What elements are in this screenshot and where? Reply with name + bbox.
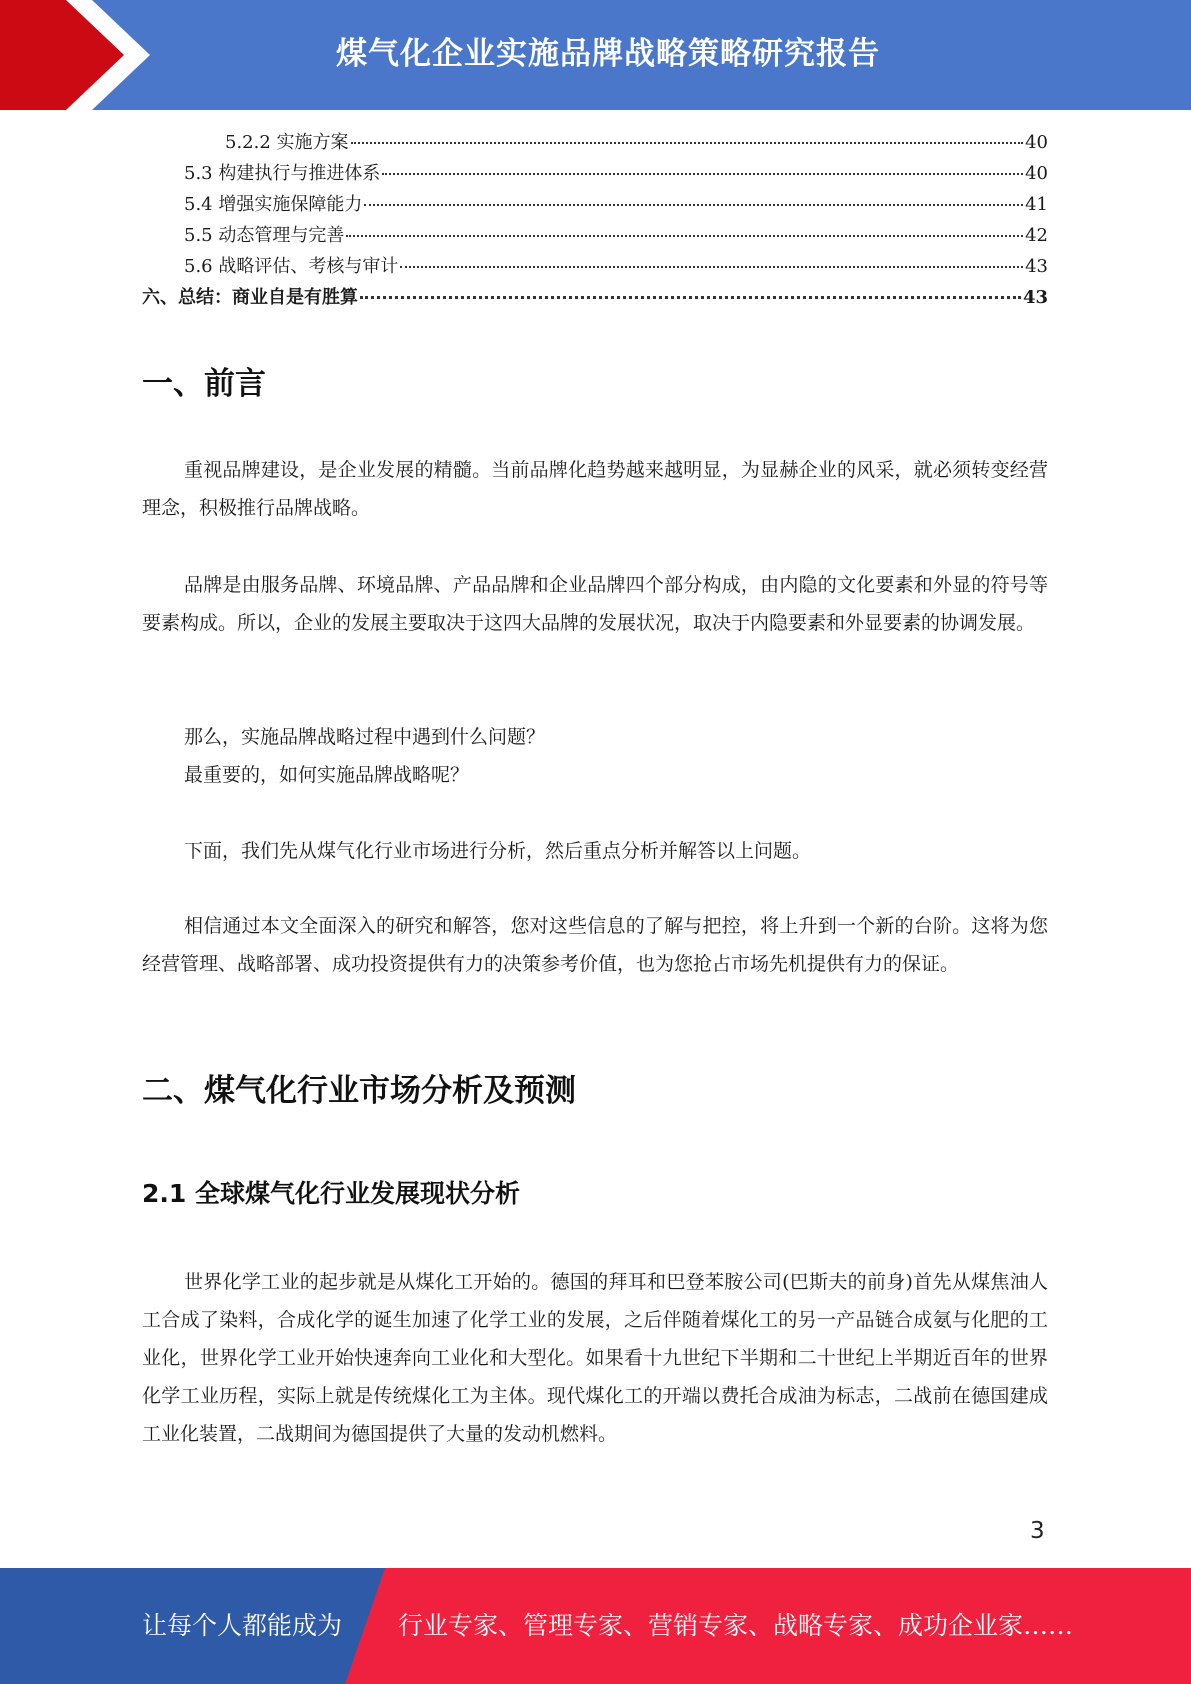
- question-line: 那么，实施品牌战略过程中遇到什么问题？: [184, 726, 546, 748]
- toc-leader-dots: [364, 204, 1023, 206]
- footer-slogan-left: 让每个人都能成为: [142, 1611, 343, 1640]
- toc-entry-title: 六、总结：商业自是有胜算: [142, 287, 358, 308]
- footer-slogan-right: 行业专家、管理专家、营销专家、战略专家、成功企业家……: [398, 1611, 1074, 1640]
- section-heading-market-analysis: 二、煤气化行业市场分析及预测: [142, 1073, 576, 1109]
- paragraph: 下面，我们先从煤气化行业市场进行分析，然后重点分析并解答以上问题。: [184, 840, 812, 862]
- toc-leader-dots: [400, 266, 1023, 268]
- toc-entry-title: 5.4 增强实施保障能力: [184, 194, 363, 215]
- toc-leader-dots: [346, 235, 1023, 237]
- page-header: [0, 0, 1191, 110]
- toc-entry-page: 42: [1025, 225, 1048, 246]
- subsection-heading: 2.1 全球煤气化行业发展现状分析: [142, 1179, 520, 1208]
- toc-entry[interactable]: [142, 221, 1048, 252]
- page-number: 3: [1030, 1518, 1045, 1544]
- table-of-contents: [142, 128, 1048, 314]
- toc-entry-title: 5.3 构建执行与推进体系: [184, 163, 381, 184]
- toc-leader-dots: [382, 173, 1023, 175]
- page-footer: [0, 1568, 1191, 1684]
- toc-entry-page: 40: [1025, 163, 1048, 184]
- report-title: 煤气化企业实施品牌战略策略研究报告: [336, 36, 880, 72]
- toc-entry-title: 5.5 动态管理与完善: [184, 225, 345, 246]
- toc-entry-page: 43: [1022, 287, 1048, 308]
- toc-entry[interactable]: [142, 128, 1048, 159]
- toc-entry-page: 41: [1025, 194, 1048, 215]
- toc-entry[interactable]: [142, 252, 1048, 283]
- toc-entry[interactable]: [142, 283, 1048, 314]
- toc-leader-dots: [360, 296, 1021, 299]
- section-heading-preface: 一、前言: [142, 366, 266, 402]
- toc-entry[interactable]: [142, 159, 1048, 190]
- toc-entry[interactable]: [142, 190, 1048, 221]
- paragraph: 世界化学工业的起步就是从煤化工开始的。德国的拜耳和巴登苯胺公司(巴斯夫的前身)首先从煤焦油人工合成了染料，合成化学的诞生加速了化学工业的发展，之后伴随着煤化工的另一产品链合成氨与化肥的工业化，世界化学工业开始快速奔向工业化和大型化。如果看十九世纪下半期和二十世纪上半期近百年的世界化学工业历程，实际上就是传统煤化工为主体。现代煤化工的开端以费托合成油为标志，二战前在德国建成工业化装置，二战期间为德国提供了大量的发动机燃料。: [142, 1271, 1048, 1445]
- paragraph: 重视品牌建设，是企业发展的精髓。当前品牌化趋势越来越明显，为显赫企业的风采，就必须转变经营理念，积极推行品牌战略。: [142, 459, 1048, 519]
- question-line: 最重要的，如何实施品牌战略呢？: [184, 764, 470, 786]
- paragraph: 相信通过本文全面深入的研究和解答，您对这些信息的了解与把控，将上升到一个新的台阶。这将为您经营管理、战略部署、成功投资提供有力的决策参考价值，也为您抢占市场先机提供有力的保证。: [142, 915, 1048, 975]
- toc-entry-title: 5.2.2 实施方案: [225, 132, 349, 153]
- toc-entry-title: 5.6 战略评估、考核与审计: [184, 256, 399, 277]
- paragraph: 品牌是由服务品牌、环境品牌、产品品牌和企业品牌四个部分构成，由内隐的文化要素和外显的符号等要素构成。所以，企业的发展主要取决于这四大品牌的发展状况，取决于内隐要素和外显要素的协调发展。: [142, 574, 1048, 634]
- toc-leader-dots: [351, 142, 1024, 144]
- toc-entry-page: 40: [1025, 132, 1048, 153]
- toc-entry-page: 43: [1025, 256, 1048, 277]
